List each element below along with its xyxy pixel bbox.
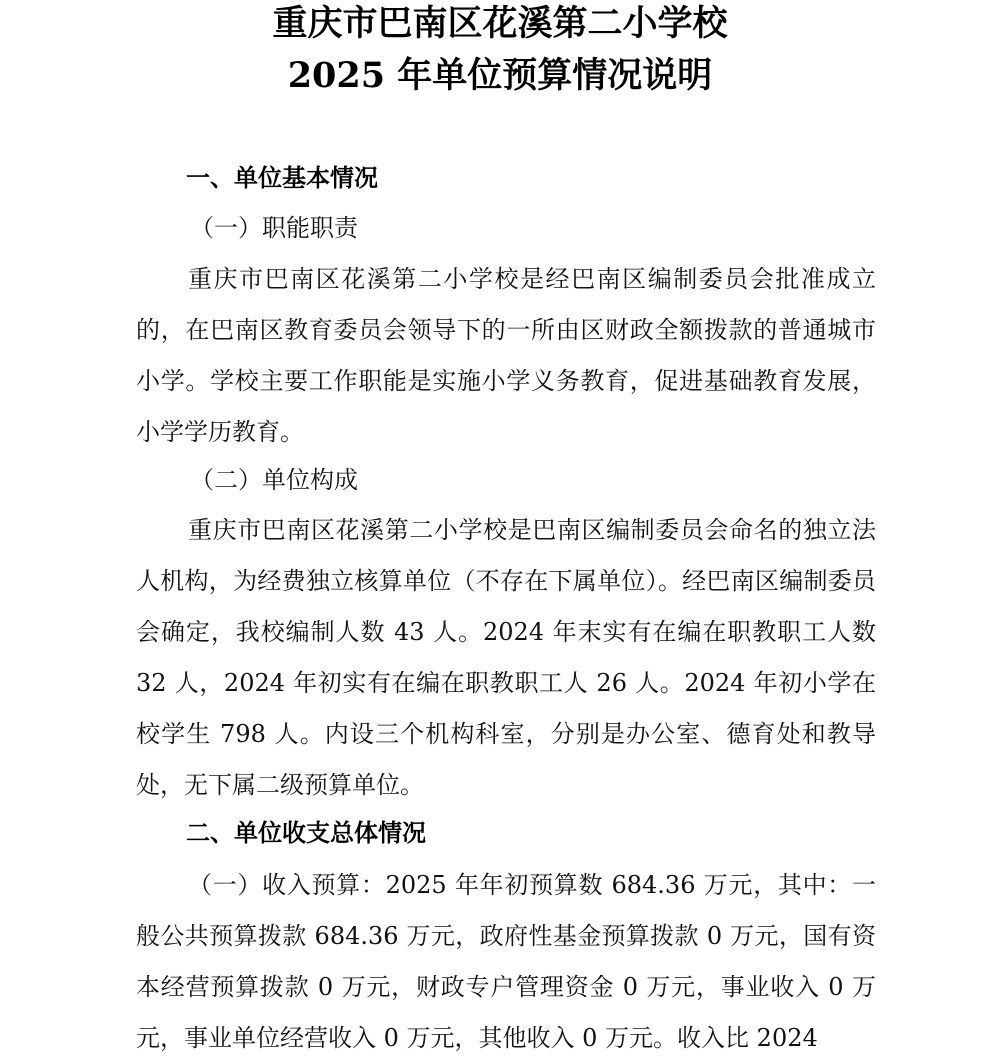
section-1-sub-1-heading: （一）职能职责: [190, 214, 358, 242]
section-2-heading: 二、单位收支总体情况: [186, 818, 426, 847]
document-title-line-2: 2025 年单位预算情况说明: [287, 55, 713, 96]
section-1-sub-2-heading: （二）单位构成: [190, 466, 358, 494]
section-1-sub-1-paragraph: 重庆市巴南区花溪第二小学校是经巴南区编制委员会批准成立的，在巴南区教育委员会领导下的一所由区财政全额拨款的普通城市小学。学校主要工作职能是实施小学义务教育，促进基础教育发展，小学学历教育。: [136, 265, 876, 446]
section-2-sub-1-paragraph: （一）收入预算：2025 年年初预算数 684.36 万元，其中：一般公共预算拨款 684.36 万元，政府性基金预算拨款 0 万元，国有资本经营预算拨款 0 万元，财政专户管理资金 0 万元，事业收入 0 万元，事业单位经营收入 0 万元，其他收入 0 万元。收入比 2024: [136, 871, 876, 1052]
document-title-line-1: 重庆市巴南区花溪第二小学校: [272, 3, 728, 44]
section-1-sub-2-paragraph: 重庆市巴南区花溪第二小学校是巴南区编制委员会命名的独立法人机构，为经费独立核算单位（不存在下属单位）。经巴南区编制委员会确定，我校编制人数 43 人。2024 年末实有在编在职教职工人数 32 人，2024 年初实有在编在职教职工人 26 人。2024 年初小学在校学生 798 人。内设三个机构科室，分别是办公室、德育处和教导处，无下属二级预算单位。: [136, 516, 876, 799]
section-1-heading: 一、单位基本情况: [186, 163, 378, 192]
